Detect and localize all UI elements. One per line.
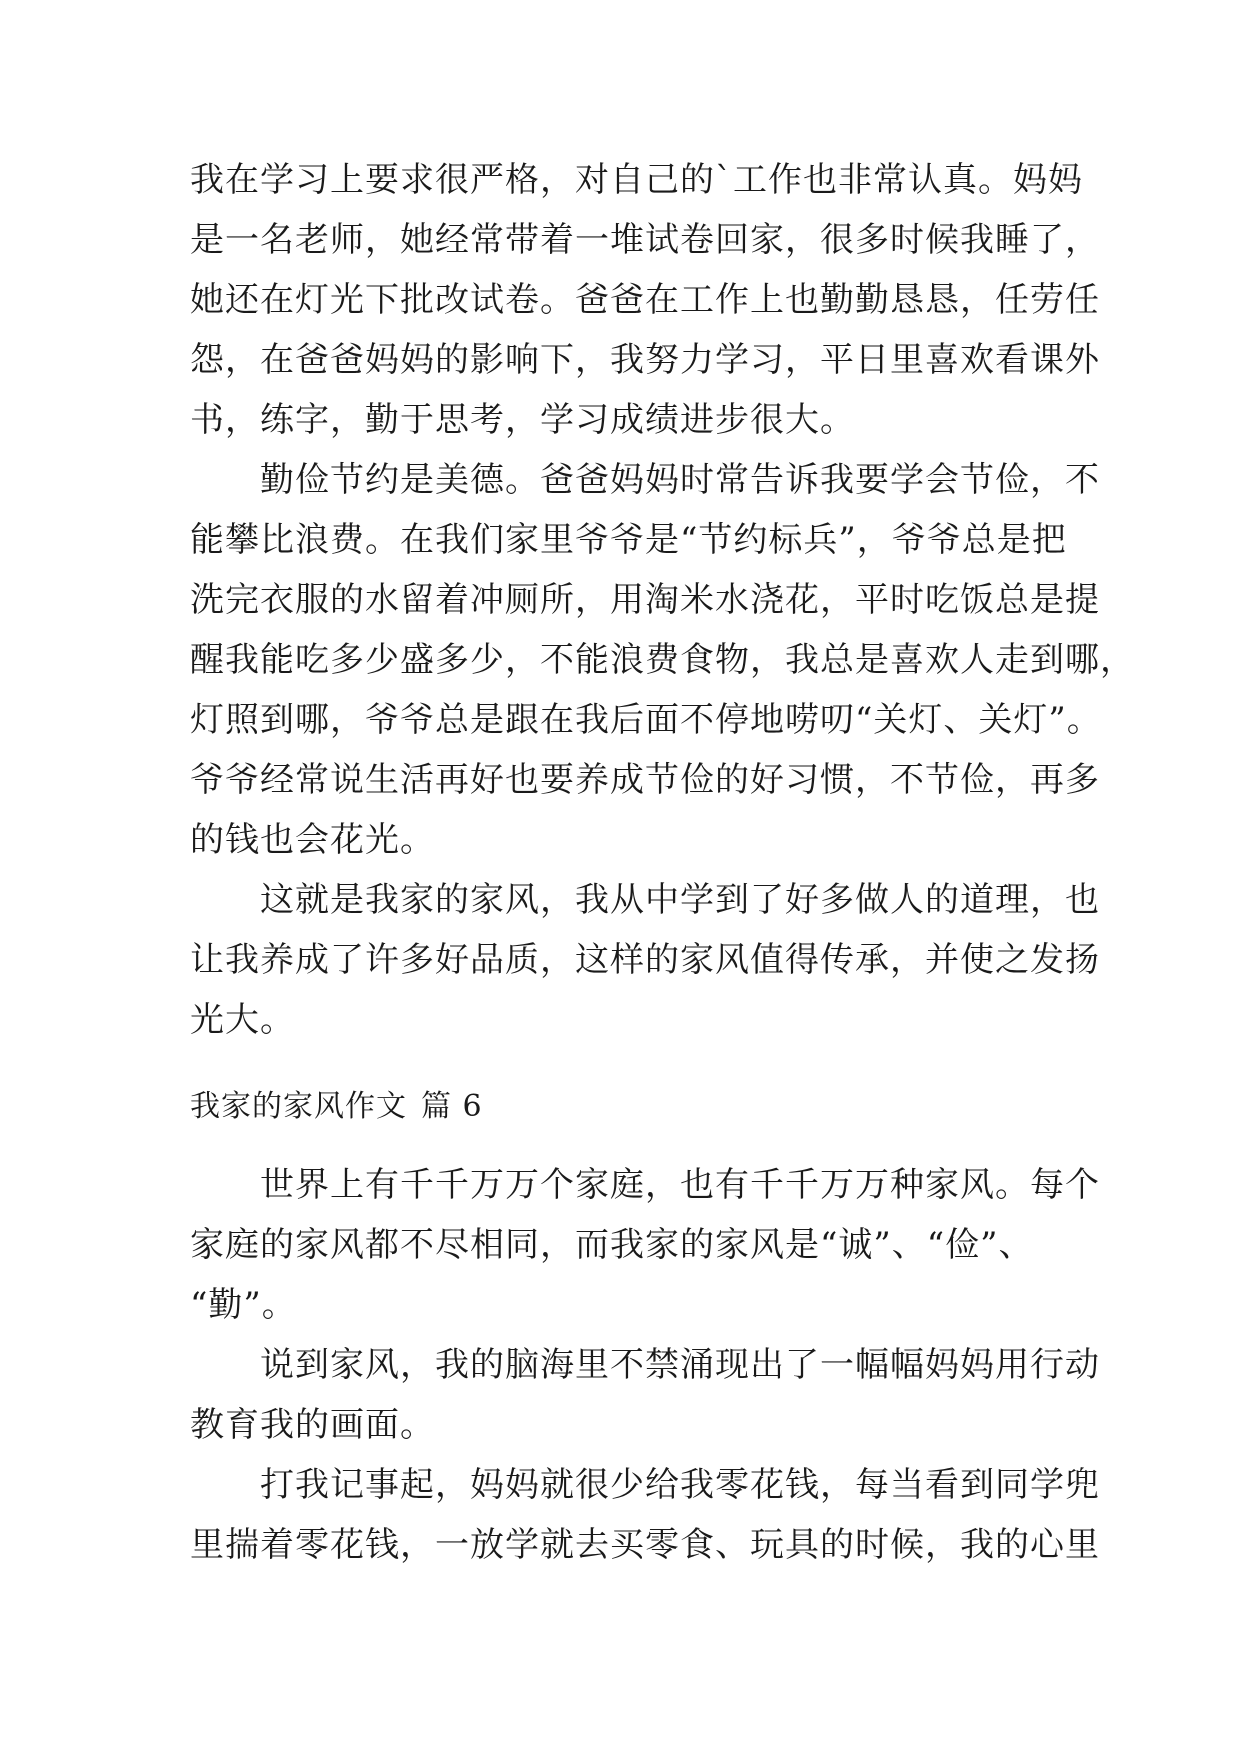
- heading-title: 我家的家风作文: [190, 1089, 407, 1124]
- text-line: 教育我的画面。: [190, 1405, 435, 1445]
- heading-number: 篇 6: [421, 1089, 483, 1124]
- text-line: 的钱也会花光。: [190, 820, 435, 860]
- text-line: 能攀比浪费。在我们家里爷爷是“节约标兵”，爷爷总是把: [190, 520, 1067, 560]
- text-line: 家庭的家风都不尽相同，而我家的家风是“诚”、“俭”、: [190, 1225, 1034, 1265]
- text-line: 怨，在爸爸妈妈的影响下，我努力学习，平日里喜欢看课外: [190, 340, 1100, 380]
- text-line: 她还在灯光下批改试卷。爸爸在工作上也勤勤恳恳，任劳任: [190, 280, 1100, 320]
- essay-text-block-bottom: [190, 1155, 1100, 1575]
- text-line: 里揣着零花钱，一放学就去买零食、玩具的时候，我的心里: [190, 1525, 1100, 1565]
- text-line: 世界上有千千万万个家庭，也有千千万万种家风。每个: [190, 1165, 1100, 1205]
- text-line: 这就是我家的家风，我从中学到了好多做人的道理，也: [190, 880, 1100, 920]
- essay-text-block-top: [190, 150, 1135, 1050]
- text-line: 打我记事起，妈妈就很少给我零花钱，每当看到同学兜: [190, 1465, 1100, 1505]
- text-line: 书，练字，勤于思考，学习成绩进步很大。: [190, 400, 855, 440]
- text-line: 我在学习上要求很严格，对自己的`工作也非常认真。妈妈: [190, 160, 1083, 200]
- text-line: 说到家风，我的脑海里不禁涌现出了一幅幅妈妈用行动: [190, 1345, 1100, 1385]
- text-line: 爷爷经常说生活再好也要养成节俭的好习惯，不节俭，再多: [190, 760, 1100, 800]
- text-line: 是一名老师，她经常带着一堆试卷回家，很多时候我睡了，: [190, 220, 1100, 260]
- text-line: “勤”。: [190, 1285, 297, 1325]
- text-line: 光大。: [190, 1000, 295, 1040]
- text-line: 洗完衣服的水留着冲厕所，用淘米水浇花，平时吃饭总是提: [190, 580, 1100, 620]
- text-line: 让我养成了许多好品质，这样的家风值得传承，并使之发扬: [190, 940, 1100, 980]
- section-heading: [190, 1077, 483, 1137]
- text-line: 醒我能吃多少盛多少，不能浪费食物，我总是喜欢人走到哪，: [190, 640, 1135, 680]
- text-line: 勤俭节约是美德。爸爸妈妈时常告诉我要学会节俭，不: [190, 460, 1100, 500]
- text-line: 灯照到哪，爷爷总是跟在我后面不停地唠叨“关灯、关灯”。: [190, 700, 1102, 740]
